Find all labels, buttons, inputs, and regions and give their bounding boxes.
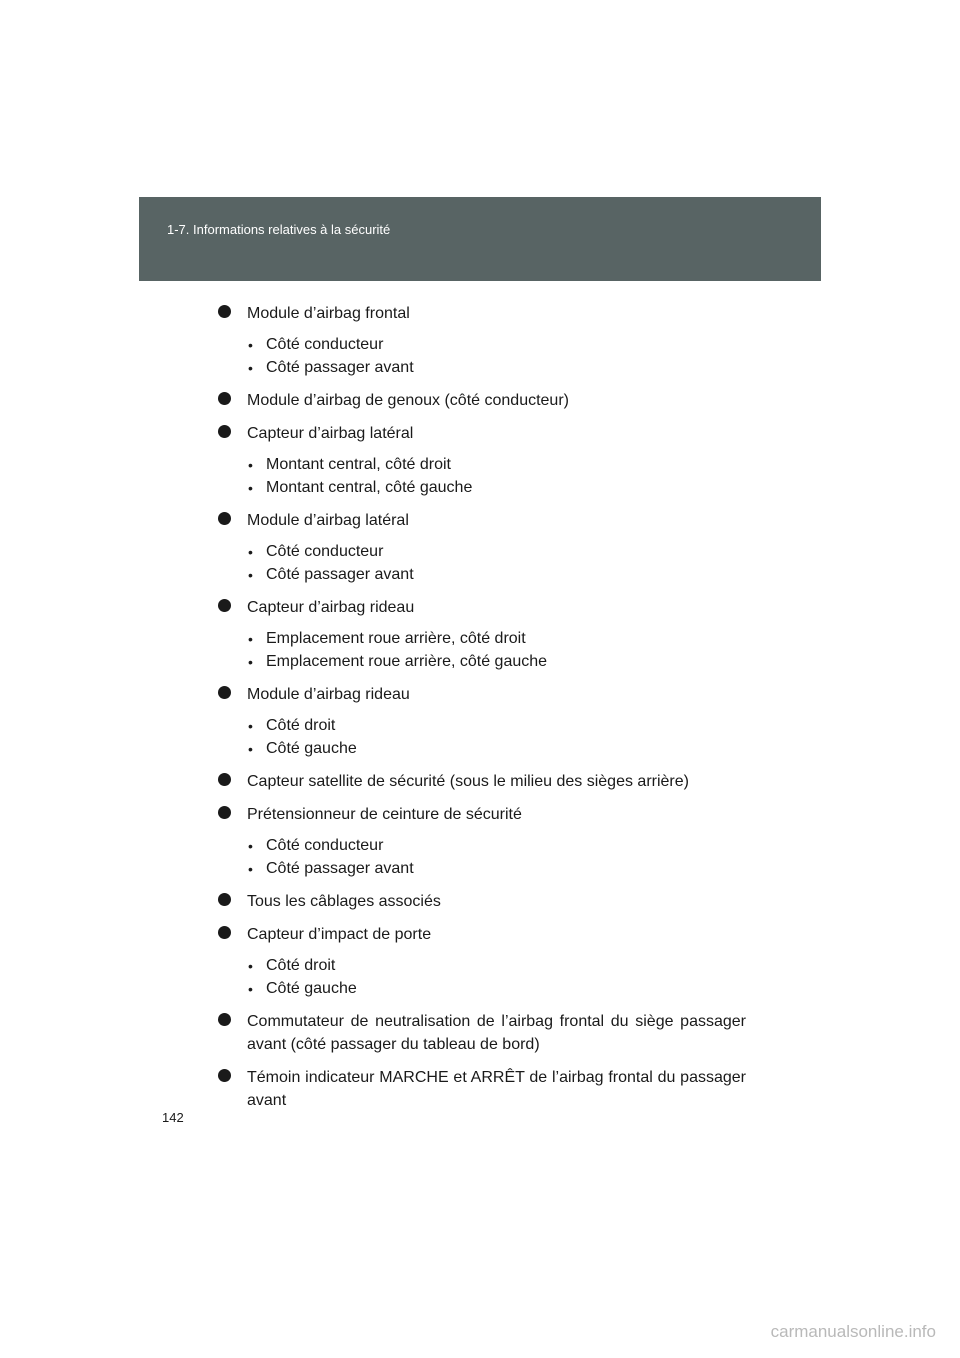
sub-list-item (247, 477, 746, 500)
list-item-label: Commutateur de neutralisation de l’airbag frontal du siège passager avant (côté passager du tableau de bord) (247, 1013, 746, 1053)
sub-list-item-label: Montant central, côté droit (266, 456, 451, 473)
list-item-label: Module d’airbag frontal (247, 305, 410, 322)
sub-bullet-icon: • (248, 653, 253, 670)
sub-bullet-icon: • (248, 718, 253, 734)
sub-list-item-label: Côté gauche (266, 739, 357, 757)
sub-bullet-icon: • (248, 838, 253, 854)
bullet-icon (218, 512, 231, 525)
list-item-label: Capteur d’airbag rideau (247, 599, 415, 616)
sub-bullet-icon: • (248, 544, 253, 560)
bullet-icon (218, 926, 231, 939)
bullet-icon (218, 392, 231, 405)
watermark: carmanualsonline.info (770, 1322, 936, 1341)
sub-list-item-label: Côté passager avant (266, 565, 414, 583)
section-header-band (139, 197, 821, 281)
sub-list (247, 541, 746, 586)
sub-list-item (247, 454, 746, 477)
list-item (218, 890, 746, 913)
section-title: 1-7. Informations relatives à la sécurité (167, 222, 391, 237)
sub-bullet-icon: • (248, 566, 253, 583)
sub-list (247, 715, 746, 760)
list-item (218, 803, 746, 880)
sub-list-item (247, 651, 746, 674)
bullet-icon (218, 686, 231, 699)
list-item-label: Prétensionneur de ceinture de sécurité (247, 806, 522, 823)
bullet-icon (218, 893, 231, 906)
sub-bullet-icon: • (248, 337, 253, 353)
list-item (218, 770, 746, 793)
sub-list-item (247, 564, 746, 587)
sub-list (247, 955, 746, 1000)
list-item (218, 389, 746, 412)
sub-bullet-icon: • (248, 359, 253, 376)
page-number: 142 (162, 1110, 184, 1125)
sub-list-item-label: Côté conducteur (266, 837, 384, 854)
sub-list-item-label: Côté gauche (266, 979, 357, 997)
list-item (218, 596, 746, 673)
sub-list-item-label: Côté droit (266, 717, 336, 734)
sub-bullet-icon: • (248, 980, 253, 997)
sub-list-item (247, 357, 746, 380)
bullet-icon (218, 425, 231, 438)
sub-list-item (247, 835, 746, 858)
list-item (218, 923, 746, 1000)
sub-list-item-label: Montant central, côté gauche (266, 478, 473, 496)
list-item (218, 1010, 746, 1056)
sub-list-item (247, 541, 746, 564)
list-item-label: Témoin indicateur MARCHE et ARRÊT de l’airbag frontal du passager avant (247, 1069, 746, 1109)
sub-list-item-label: Côté passager avant (266, 358, 414, 376)
sub-list-item-label: Côté conducteur (266, 336, 384, 353)
list-item-label: Tous les câblages associés (247, 893, 441, 910)
bullet-icon (218, 773, 231, 786)
sub-list-item-label: Côté droit (266, 957, 336, 974)
list-item-label: Module d’airbag de genoux (côté conducteur) (247, 392, 569, 409)
sub-bullet-icon: • (248, 740, 253, 757)
sub-list-item (247, 334, 746, 357)
sub-bullet-icon: • (248, 631, 253, 647)
sub-list-item-label: Côté conducteur (266, 543, 384, 560)
sub-list-item-label: Côté passager avant (266, 859, 414, 877)
sub-list-item (247, 858, 746, 881)
sub-bullet-icon: • (248, 457, 253, 473)
sub-list (247, 835, 746, 880)
sub-list (247, 454, 746, 499)
sub-list-item (247, 628, 746, 651)
sub-bullet-icon: • (248, 860, 253, 877)
sub-bullet-icon: • (248, 958, 253, 974)
sub-list (247, 628, 746, 673)
list-item (218, 422, 746, 499)
list-item-label: Capteur d’airbag latéral (247, 425, 414, 442)
list-item-label: Module d’airbag latéral (247, 512, 409, 529)
sub-list-item (247, 978, 746, 1001)
list-item (218, 1066, 746, 1112)
list-item-label: Module d’airbag rideau (247, 686, 410, 703)
sub-list-item (247, 955, 746, 978)
list-item-label: Capteur d’impact de porte (247, 926, 432, 943)
list-item (218, 509, 746, 586)
airbag-components-list (218, 302, 746, 1122)
bullet-icon (218, 1013, 231, 1026)
bullet-icon (218, 599, 231, 612)
bullet-icon (218, 1069, 231, 1082)
sub-list (247, 334, 746, 379)
bullet-icon (218, 806, 231, 819)
sub-list-item-label: Emplacement roue arrière, côté droit (266, 630, 526, 647)
sub-list-item (247, 715, 746, 738)
sub-list-item-label: Emplacement roue arrière, côté gauche (266, 652, 548, 670)
sub-list-item (247, 738, 746, 761)
sub-bullet-icon: • (248, 479, 253, 496)
bullet-icon (218, 305, 231, 318)
list-item (218, 302, 746, 379)
list-item-label: Capteur satellite de sécurité (sous le milieu des sièges arrière) (247, 773, 689, 790)
list-item (218, 683, 746, 760)
